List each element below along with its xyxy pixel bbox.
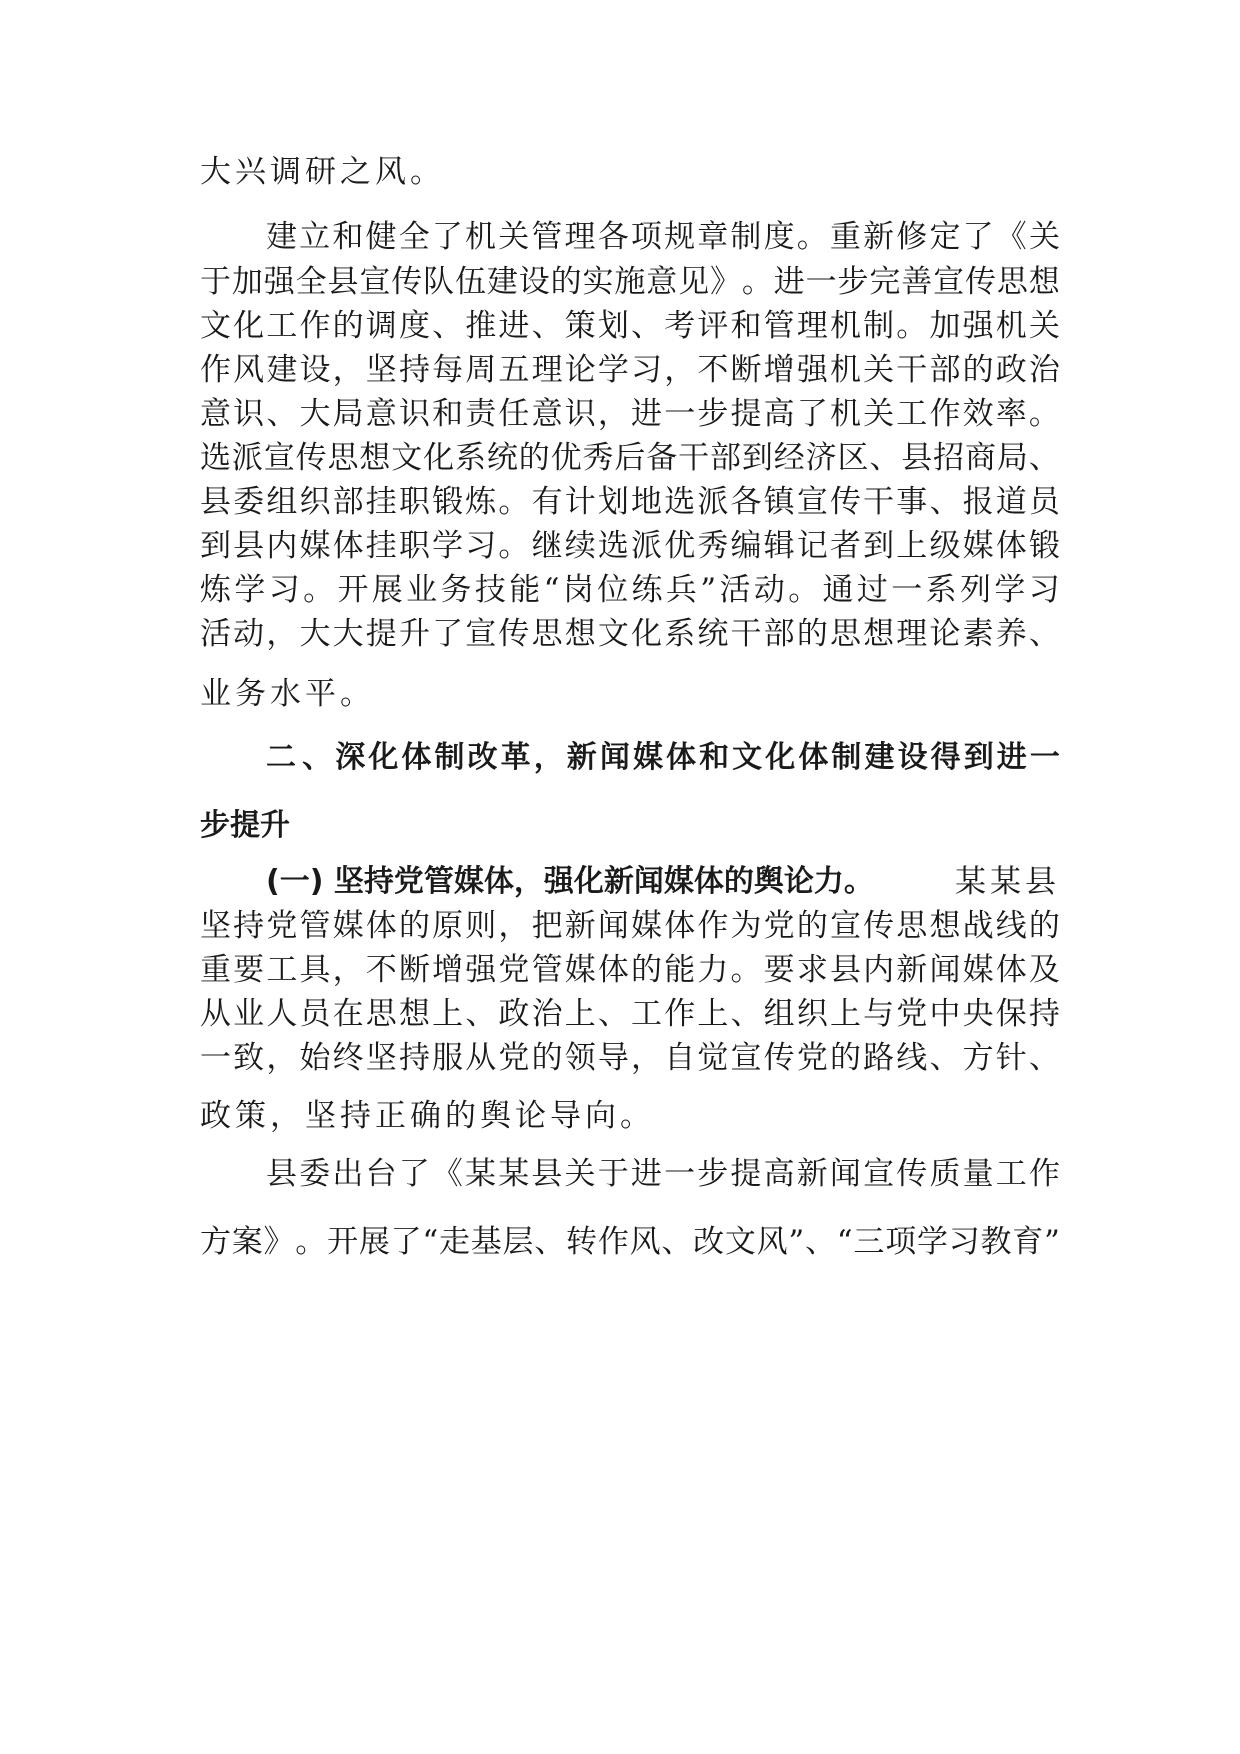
section-heading-continued: 步提升 — [200, 808, 290, 843]
paragraph-line: 大兴调研之风。 — [200, 154, 445, 190]
paragraph-line: 于 加 强 全 县 宣 传 队 伍 建 设 的 实 施 意 见 》 。 进 一 步 完 善 宣 传 思 想 — [200, 264, 1060, 300]
paragraph-line: 建 立 和 健 全 了 机 关 管 理 各 项 规 章 制 度 。 重 新 修 定 了 《 关 — [266, 219, 1060, 255]
subsection-line — [266, 862, 1060, 902]
paragraph-line: 意 识 、 大 局 意 识 和 责 任 意 识 ， 进 一 步 提 高 了 机 关 工 作 效 率 。 — [200, 396, 1060, 432]
paragraph-line: 县 委 出 台 了 《 某 某 县 关 于 进 一 步 提 高 新 闻 宣 传 质 量 工 作 — [266, 1156, 1060, 1192]
paragraph-line: 炼 学 习 。 开 展 业 务 技 能 “ 岗 位 练 兵 ” 活 动 。 通 过 一 系 列 学 习 — [200, 572, 1060, 608]
paragraph-line: 到 县 内 媒 体 挂 职 学 习 。 继 续 选 派 优 秀 编 辑 记 者 到 上 级 媒 体 锻 — [200, 528, 1060, 564]
paragraph-line: 从 业 人 员 在 思 想 上 、 政 治 上 、 工 作 上 、 组 织 上 与 党 中 央 保 持 — [200, 996, 1060, 1032]
paragraph-line: 业务水平。 — [200, 676, 375, 712]
subsection-heading: (一) 坚持党管媒体，强化新闻媒体的舆论力。 — [266, 864, 874, 899]
paragraph-line: 一 致 ， 始 终 坚 持 服 从 党 的 领 导 ， 自 觉 宣 传 党 的 路 线 、 方 针 、 — [200, 1040, 1060, 1076]
paragraph-line: 作 风 建 设 ， 坚 持 每 周 五 理 论 学 习 ， 不 断 增 强 机 关 干 部 的 政 治 — [200, 352, 1060, 388]
paragraph-line: 政策，坚持正确的舆论导向。 — [200, 1098, 655, 1134]
paragraph-line: 县 委 组 织 部 挂 职 锻 炼 。 有 计 划 地 选 派 各 镇 宣 传 干 事 、 报 道 员 — [200, 484, 1060, 520]
paragraph-text: 某某县 — [955, 864, 1060, 900]
section-heading: 二 、 深 化 体 制 改 革 ， 新 闻 媒 体 和 文 化 体 制 建 设 得 到 进 一 — [266, 740, 1060, 775]
paragraph-line: 重 要 工 具 ， 不 断 增 强 党 管 媒 体 的 能 力 。 要 求 县 内 新 闻 媒 体 及 — [200, 952, 1060, 988]
paragraph-line: 方 案 》 。 开 展 了 “ 走 基 层 、 转 作 风 、 改 文 风 ” 、 “ 三 项 学 习 教 育 ” — [200, 1224, 1060, 1260]
paragraph-line: 选 派 宣 传 思 想 文 化 系 统 的 优 秀 后 备 干 部 到 经 济 区 、 县 招 商 局 、 — [200, 440, 1060, 476]
paragraph-line: 活 动 ， 大 大 提 升 了 宣 传 思 想 文 化 系 统 干 部 的 思 想 理 论 素 养 、 — [200, 616, 1060, 652]
paragraph-line: 文 化 工 作 的 调 度 、 推 进 、 策 划 、 考 评 和 管 理 机 制 。 加 强 机 关 — [200, 308, 1060, 344]
paragraph-line: 坚 持 党 管 媒 体 的 原 则 ， 把 新 闻 媒 体 作 为 党 的 宣 传 思 想 战 线 的 — [200, 908, 1060, 944]
